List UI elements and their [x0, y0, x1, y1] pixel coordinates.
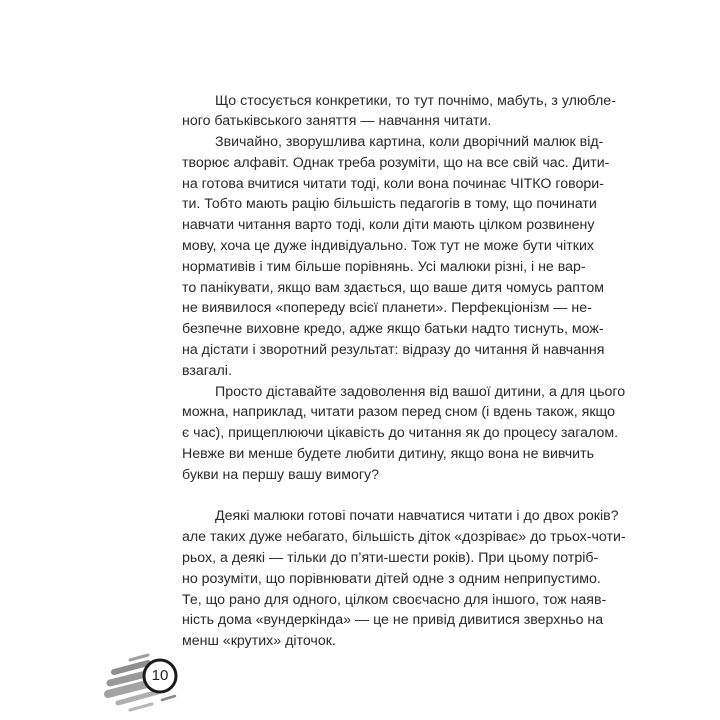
text-line: Деякі малюки готові почати навчатися читати і до двох років?: [215, 508, 619, 525]
text-line: ти. Тобто мають рацію більшість педагогів в тому, що починати: [182, 196, 597, 213]
text-line: ного батьківського заняття — навчання читати.: [182, 113, 492, 130]
text-line: на готова вчитися читати тоді, коли вона починає ЧІТКО говори-: [182, 175, 604, 192]
paragraph: [182, 506, 626, 652]
text-line: Що стосується конкретики, то тут почнімо, мабуть, з улюбле-: [215, 92, 616, 109]
body-text: [182, 91, 626, 653]
page-number-badge: [100, 650, 180, 715]
text-line: мову, хоча це дуже індивідуально. Тож тут не може бути чітких: [182, 238, 595, 255]
text-line: безпечне виховне кредо, адже якщо батьки надто тиснуть, мож-: [182, 321, 604, 338]
text-line: рьох, а деякі — тільки до п’яти-шести років). При цьому потріб-: [182, 550, 599, 567]
text-line: ність дома «вундеркінда» — це не привід дивитися зверхньо на: [182, 612, 604, 629]
text-line: не виявилося «попереду всієї планети». Перфекціонізм — не-: [182, 300, 592, 317]
text-line: но розуміти, що порівнювати дітей одне з одним неприпустимо.: [182, 570, 601, 587]
text-line: букви на першу вашу вимогу?: [182, 466, 380, 483]
paragraph: [182, 382, 626, 486]
text-line: на дістати і зворотний результат: відразу до читання й навчання: [182, 342, 605, 359]
page-number: 10: [151, 667, 169, 684]
text-line: Невже ви менше будете любити дитину, якщо вона не вивчить: [182, 446, 594, 463]
text-line: Просто діставайте задоволення від вашої дитини, а для цього: [215, 383, 626, 400]
text-line: нормативів і тим більше порівнянь. Усі малюки різні, і не вар-: [182, 258, 586, 275]
text-line: менш «крутих» діточок.: [182, 633, 336, 650]
text-line: то панікувати, якщо вам здається, що ваше дитя чомусь раптом: [182, 279, 604, 296]
text-line: Звичайно, зворушлива картина, коли дворічний малюк від-: [215, 134, 604, 151]
paragraph: [182, 91, 616, 133]
text-line: але таких дуже небагато, більшість діток «дозріває» до трьох-чоти-: [182, 529, 626, 546]
text-line: Те, що рано для одного, цілком своєчасно для іншого, тож наяв-: [182, 591, 607, 608]
text-line: можна, наприклад, читати разом перед сном (і вдень також, якщо: [182, 404, 615, 421]
text-line: взагалі.: [182, 362, 232, 379]
paragraph: [182, 132, 610, 382]
text-line: є час), прищеплюючи цікавість до читання як до процесу загалом.: [182, 425, 619, 442]
text-line: навчати читання варто тоді, коли діти мають цілком розвинену: [182, 217, 595, 234]
text-line: творює алфавіт. Однак треба розуміти, що на все свій час. Дити-: [182, 154, 610, 171]
